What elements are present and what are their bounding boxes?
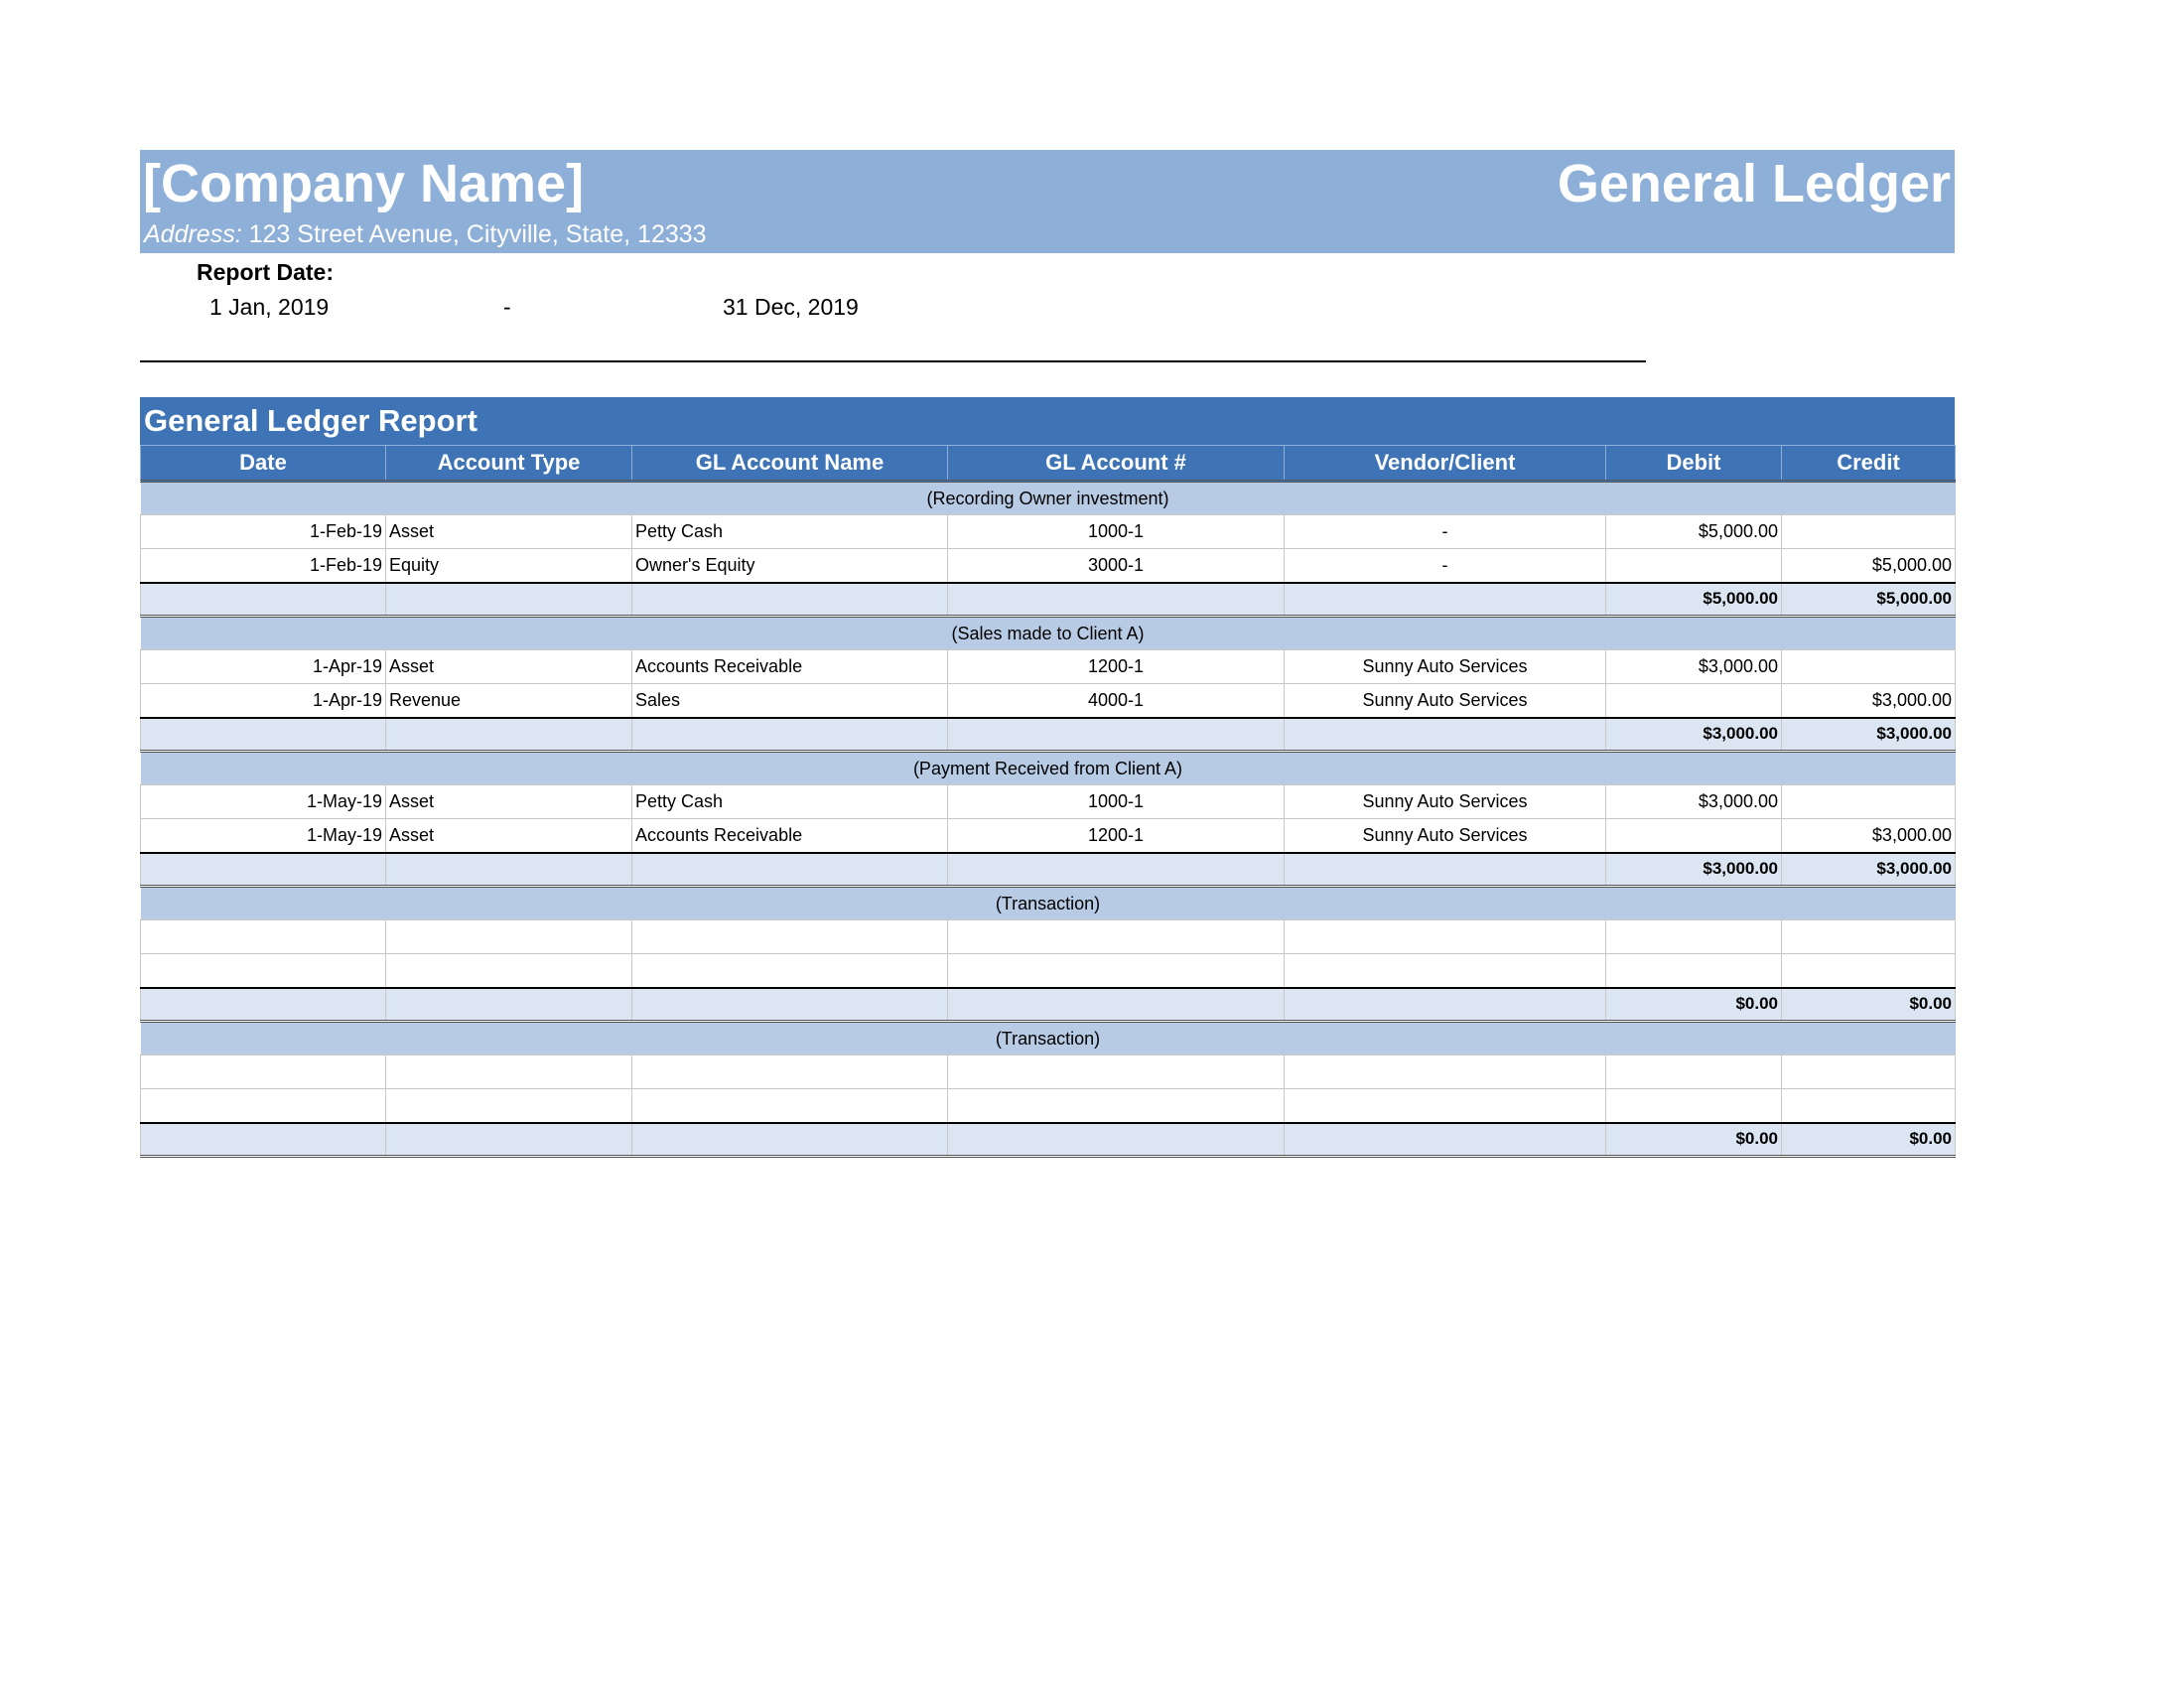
account-type-cell: Asset	[386, 650, 632, 684]
debit-cell: $3,000.00	[1606, 785, 1782, 819]
vendor-client-cell: -	[1285, 549, 1606, 583]
total-credit: $0.00	[1782, 988, 1956, 1022]
report-date-separator: -	[503, 294, 511, 320]
group-total-row	[141, 853, 1956, 887]
group-header-row	[141, 482, 1956, 515]
total-credit: $0.00	[1782, 1123, 1956, 1157]
vendor-client-cell: Sunny Auto Services	[1285, 650, 1606, 684]
date-cell: 1-May-19	[141, 785, 386, 819]
date-cell	[141, 1089, 386, 1123]
group-label: (Transaction)	[141, 887, 1956, 920]
table-header-row	[141, 446, 1956, 482]
table-row	[141, 1089, 1956, 1123]
group-header-row	[141, 752, 1956, 785]
gl-account-name-cell: Petty Cash	[632, 785, 948, 819]
empty-cell	[1285, 988, 1606, 1022]
gl-account-number-cell	[948, 920, 1285, 954]
gl-account-number-cell: 4000-1	[948, 684, 1285, 718]
table-row	[141, 920, 1956, 954]
credit-cell: $3,000.00	[1782, 684, 1956, 718]
group-label: (Transaction)	[141, 1022, 1956, 1055]
header-banner	[140, 150, 1955, 253]
group-header-row	[141, 617, 1956, 650]
empty-cell	[1285, 718, 1606, 752]
empty-cell	[632, 718, 948, 752]
gl-account-number-cell: 1000-1	[948, 515, 1285, 549]
account-type-cell: Asset	[386, 819, 632, 853]
vendor-client-cell: Sunny Auto Services	[1285, 684, 1606, 718]
ledger-report	[140, 397, 1955, 1158]
address-value: 123 Street Avenue, Cityville, State, 12333	[241, 220, 707, 248]
total-debit: $3,000.00	[1606, 853, 1782, 887]
column-header-vendor-client: Vendor/Client	[1285, 446, 1606, 482]
credit-cell: $3,000.00	[1782, 819, 1956, 853]
gl-account-name-cell: Sales	[632, 684, 948, 718]
report-title: General Ledger Report	[140, 397, 1955, 445]
column-header-gl-account-name: GL Account Name	[632, 446, 948, 482]
table-row	[141, 819, 1956, 853]
document-title: General Ledger	[1557, 154, 1951, 213]
divider-line	[140, 360, 1646, 362]
empty-cell	[141, 988, 386, 1022]
gl-account-number-cell: 1000-1	[948, 785, 1285, 819]
empty-cell	[386, 583, 632, 617]
date-cell: 1-Feb-19	[141, 549, 386, 583]
vendor-client-cell: Sunny Auto Services	[1285, 785, 1606, 819]
empty-cell	[386, 1123, 632, 1157]
empty-cell	[632, 853, 948, 887]
gl-account-number-cell	[948, 1055, 1285, 1089]
debit-cell	[1606, 954, 1782, 988]
total-credit: $3,000.00	[1782, 853, 1956, 887]
group-label: (Sales made to Client A)	[141, 617, 1956, 650]
gl-account-name-cell: Owner's Equity	[632, 549, 948, 583]
credit-cell: $5,000.00	[1782, 549, 1956, 583]
debit-cell	[1606, 549, 1782, 583]
gl-account-name-cell	[632, 920, 948, 954]
empty-cell	[632, 583, 948, 617]
debit-cell	[1606, 1089, 1782, 1123]
empty-cell	[141, 853, 386, 887]
gl-account-number-cell: 1200-1	[948, 819, 1285, 853]
debit-cell: $3,000.00	[1606, 650, 1782, 684]
empty-cell	[386, 718, 632, 752]
total-credit: $5,000.00	[1782, 583, 1956, 617]
table-row	[141, 684, 1956, 718]
gl-account-name-cell	[632, 1089, 948, 1123]
date-cell: 1-May-19	[141, 819, 386, 853]
gl-account-number-cell	[948, 1089, 1285, 1123]
ledger-body	[141, 482, 1956, 1157]
date-cell	[141, 954, 386, 988]
credit-cell	[1782, 1055, 1956, 1089]
debit-cell	[1606, 1055, 1782, 1089]
group-label: (Payment Received from Client A)	[141, 752, 1956, 785]
empty-cell	[1285, 853, 1606, 887]
report-date-end: 31 Dec, 2019	[723, 294, 859, 320]
account-type-cell: Equity	[386, 549, 632, 583]
empty-cell	[1285, 1123, 1606, 1157]
empty-cell	[141, 718, 386, 752]
empty-cell	[632, 988, 948, 1022]
debit-cell	[1606, 819, 1782, 853]
group-total-row	[141, 988, 1956, 1022]
empty-cell	[632, 1123, 948, 1157]
empty-cell	[948, 583, 1285, 617]
table-row	[141, 515, 1956, 549]
group-header-row	[141, 1022, 1956, 1055]
company-address	[144, 219, 707, 249]
credit-cell	[1782, 650, 1956, 684]
vendor-client-cell: Sunny Auto Services	[1285, 819, 1606, 853]
gl-account-name-cell	[632, 1055, 948, 1089]
empty-cell	[141, 583, 386, 617]
debit-cell	[1606, 920, 1782, 954]
account-type-cell	[386, 954, 632, 988]
vendor-client-cell	[1285, 1089, 1606, 1123]
table-row	[141, 1055, 1956, 1089]
credit-cell	[1782, 954, 1956, 988]
table-row	[141, 650, 1956, 684]
table-row	[141, 549, 1956, 583]
debit-cell: $5,000.00	[1606, 515, 1782, 549]
table-row	[141, 785, 1956, 819]
vendor-client-cell: -	[1285, 515, 1606, 549]
gl-account-name-cell: Accounts Receivable	[632, 650, 948, 684]
empty-cell	[141, 1123, 386, 1157]
gl-account-number-cell: 1200-1	[948, 650, 1285, 684]
company-name: [Company Name]	[143, 154, 585, 213]
report-date-start: 1 Jan, 2019	[209, 294, 330, 320]
total-debit: $5,000.00	[1606, 583, 1782, 617]
credit-cell	[1782, 785, 1956, 819]
vendor-client-cell	[1285, 920, 1606, 954]
date-cell: 1-Feb-19	[141, 515, 386, 549]
group-total-row	[141, 718, 1956, 752]
total-credit: $3,000.00	[1782, 718, 1956, 752]
total-debit: $0.00	[1606, 988, 1782, 1022]
empty-cell	[1285, 583, 1606, 617]
empty-cell	[948, 1123, 1285, 1157]
empty-cell	[386, 853, 632, 887]
column-header-date: Date	[141, 446, 386, 482]
empty-cell	[948, 853, 1285, 887]
empty-cell	[386, 988, 632, 1022]
account-type-cell	[386, 1089, 632, 1123]
account-type-cell	[386, 1055, 632, 1089]
gl-account-number-cell	[948, 954, 1285, 988]
vendor-client-cell	[1285, 954, 1606, 988]
vendor-client-cell	[1285, 1055, 1606, 1089]
table-row	[141, 954, 1956, 988]
date-cell	[141, 1055, 386, 1089]
column-header-debit: Debit	[1606, 446, 1782, 482]
account-type-cell: Asset	[386, 785, 632, 819]
gl-account-name-cell: Petty Cash	[632, 515, 948, 549]
account-type-cell	[386, 920, 632, 954]
total-debit: $0.00	[1606, 1123, 1782, 1157]
gl-account-name-cell: Accounts Receivable	[632, 819, 948, 853]
group-total-row	[141, 583, 1956, 617]
column-header-account-type: Account Type	[386, 446, 632, 482]
column-header-credit: Credit	[1782, 446, 1956, 482]
account-type-cell: Revenue	[386, 684, 632, 718]
address-label: Address:	[144, 220, 242, 248]
date-cell: 1-Apr-19	[141, 684, 386, 718]
empty-cell	[948, 718, 1285, 752]
group-header-row	[141, 887, 1956, 920]
total-debit: $3,000.00	[1606, 718, 1782, 752]
group-label: (Recording Owner investment)	[141, 482, 1956, 515]
account-type-cell: Asset	[386, 515, 632, 549]
report-date-label: Report Date:	[197, 259, 335, 285]
ledger-table	[140, 445, 1956, 1158]
gl-account-name-cell	[632, 954, 948, 988]
credit-cell	[1782, 920, 1956, 954]
empty-cell	[948, 988, 1285, 1022]
gl-account-number-cell: 3000-1	[948, 549, 1285, 583]
group-total-row	[141, 1123, 1956, 1157]
credit-cell	[1782, 515, 1956, 549]
debit-cell	[1606, 684, 1782, 718]
date-cell: 1-Apr-19	[141, 650, 386, 684]
credit-cell	[1782, 1089, 1956, 1123]
column-header-gl-account-number: GL Account #	[948, 446, 1285, 482]
date-cell	[141, 920, 386, 954]
